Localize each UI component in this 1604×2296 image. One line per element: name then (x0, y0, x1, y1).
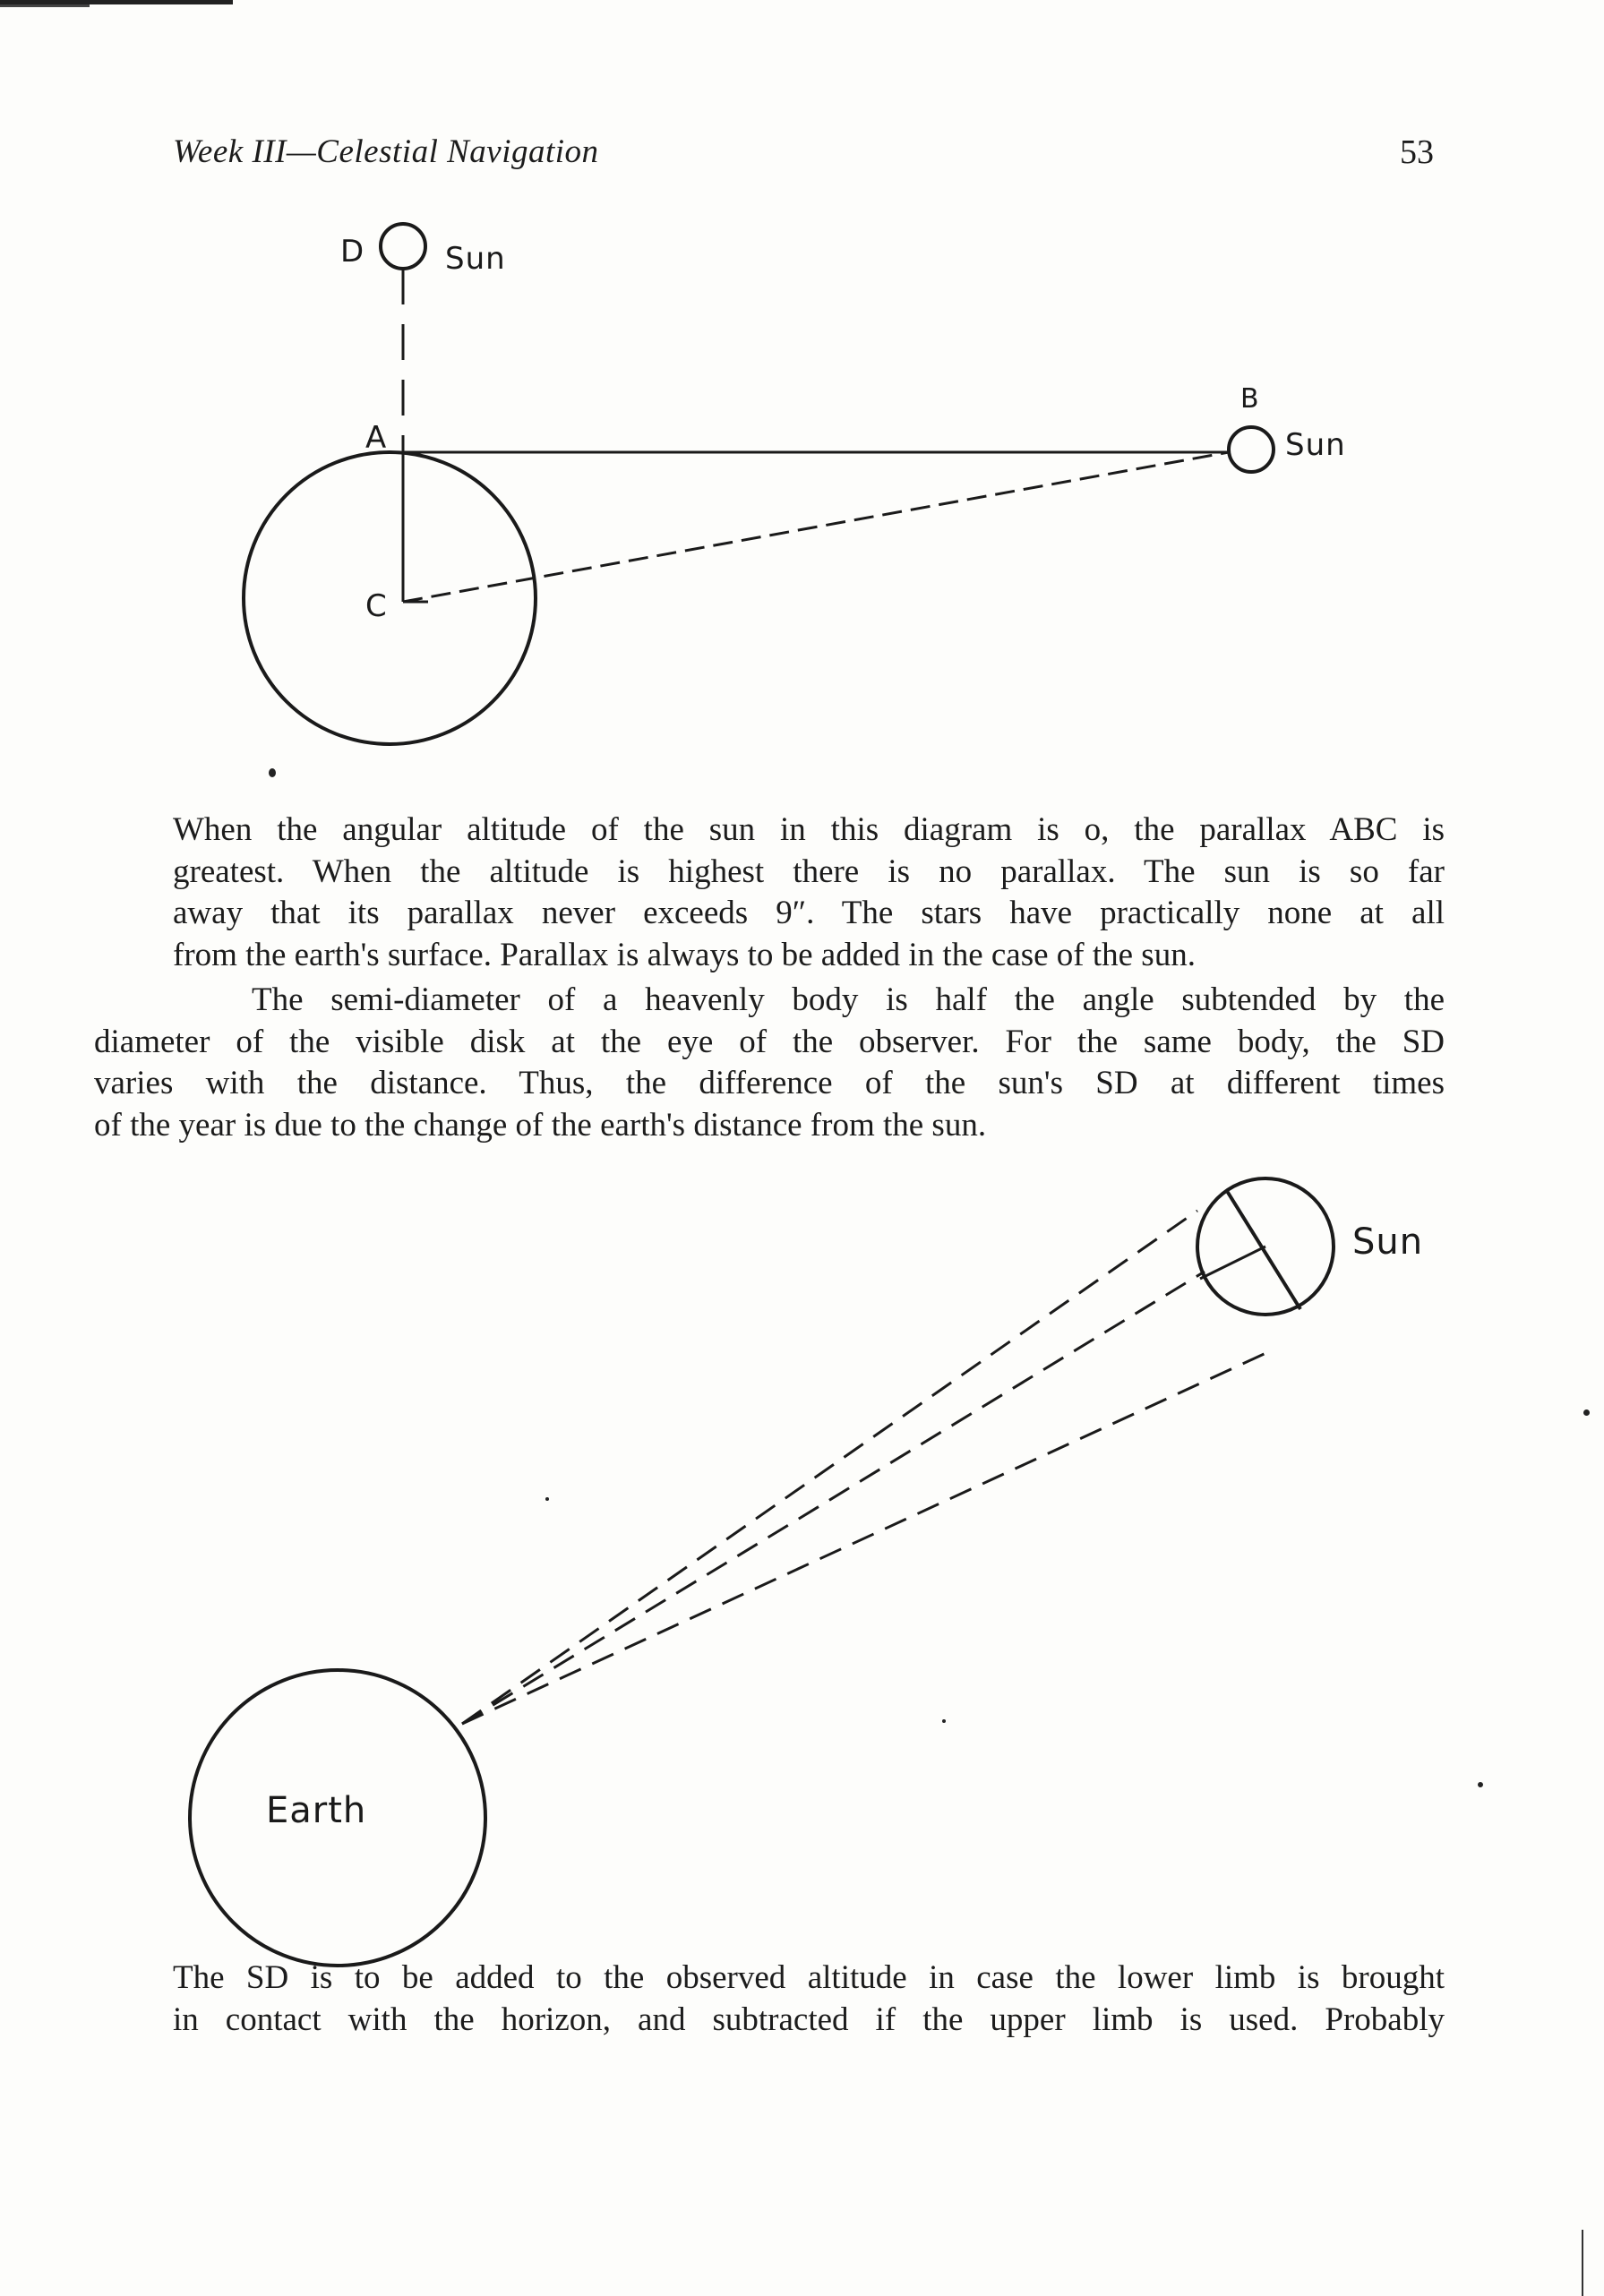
sun-diameter-line (1227, 1191, 1300, 1309)
sight-line-center (462, 1272, 1205, 1724)
parallax-diagram-svg (0, 197, 1604, 788)
text-line: of the year is due to the change of the earth's distance from the sun. (94, 1106, 987, 1144)
label-sun-zenith: Sun (445, 241, 506, 277)
earth-circle (244, 452, 536, 744)
text-line: in contact with the horizon, and subtracted if the upper limb is used. Probably (173, 2000, 1445, 2038)
scan-speck (1478, 1782, 1483, 1787)
scan-speck (269, 768, 276, 777)
scan-edge-mark (0, 4, 90, 7)
text-line: The SD is to be added to the observed altitude in case the lower limb is brought (173, 1959, 1445, 1996)
text-line: varies with the distance. Thus, the difference of the sun's SD at different times (94, 1065, 1445, 1101)
label-sun-horizon: Sun (1285, 427, 1346, 463)
paragraph-sd-usage (173, 1958, 1445, 2041)
label-d: D (340, 234, 365, 270)
sun-radius-line (1200, 1247, 1265, 1279)
label-c: C (365, 588, 388, 624)
text-line: The semi-diameter of a heavenly body is half the angle subtended by the (252, 981, 1445, 1018)
label-sun: Sun (1352, 1221, 1424, 1263)
scan-speck (545, 1497, 549, 1501)
sight-line-upper-limb (462, 1211, 1197, 1724)
semi-diameter-diagram (0, 1164, 1604, 2024)
sun-horizon-circle (1229, 427, 1274, 472)
semi-diameter-diagram-svg (0, 1164, 1604, 2024)
text-line: diameter of the visible disk at the eye of the observer. For the same body, the SD (94, 1023, 1445, 1060)
text-line: greatest. When the altitude is highest there is no parallax. The sun is so far (173, 852, 1445, 890)
paragraph-parallax (173, 810, 1445, 976)
line-cb (403, 452, 1229, 602)
scan-speck (942, 1719, 946, 1723)
text-line: from the earth's surface. Parallax is always to be added in the case of the sun. (173, 936, 1196, 973)
label-a: A (365, 420, 388, 456)
label-earth: Earth (266, 1790, 367, 1831)
text-line: away that its parallax never exceeds 9″. The stars have practically none at all (173, 895, 1445, 931)
scan-speck (1583, 1409, 1590, 1416)
parallax-diagram (0, 197, 1604, 788)
sight-line-lower-limb (462, 1350, 1272, 1724)
paragraph-semi-diameter (94, 980, 1445, 1146)
label-b: B (1240, 383, 1260, 415)
text-line: When the angular altitude of the sun in this diagram is o, the parallax ABC is (173, 811, 1445, 848)
scan-gutter-line (1582, 2230, 1583, 2296)
running-title: Week III—Celestial Navigation (173, 133, 599, 170)
sun-zenith-circle (381, 224, 425, 269)
page-number: 53 (1400, 133, 1434, 171)
